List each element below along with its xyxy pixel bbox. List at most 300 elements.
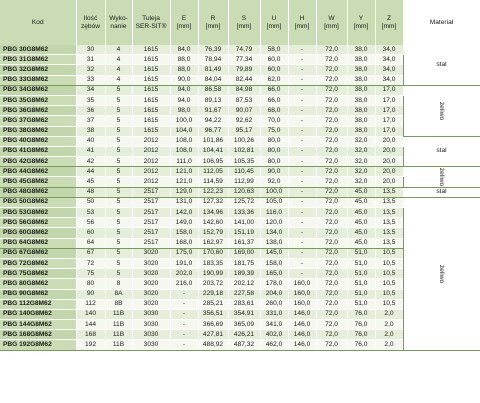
cell-value: 11B <box>105 320 132 330</box>
cell-value: 79,89 <box>228 65 260 75</box>
cell-code: PBG 144G8M62 <box>0 320 76 330</box>
cell-value: 102,81 <box>228 146 260 156</box>
cell-value: - <box>170 299 198 309</box>
cell-value: 168 <box>76 330 105 340</box>
cell-value: 3030 <box>132 340 170 350</box>
cell-value: 3030 <box>132 320 170 330</box>
cell-value: - <box>288 95 316 105</box>
cell-value: 72,0 <box>316 228 347 238</box>
cell-code: PBG 45G8M62 <box>0 177 76 187</box>
cell-value: - <box>288 218 316 228</box>
material-label: stal <box>436 60 447 68</box>
material-label: żeliwo <box>438 101 446 120</box>
cell-value: 138,0 <box>260 238 288 248</box>
cell-value: 80,0 <box>260 146 288 156</box>
cell-code: PBG 44G8M62 <box>0 167 76 177</box>
cell-value: 2012 <box>132 177 170 187</box>
cell-code: PBG 38G8M62 <box>0 126 76 136</box>
cell-value: 202,0 <box>170 269 198 279</box>
cell-code: PBG 35G8M62 <box>0 95 76 105</box>
cell-value: 80,0 <box>260 157 288 167</box>
cell-value: 112 <box>76 299 105 309</box>
cell-value: 84,0 <box>170 45 198 55</box>
cell-value: 5 <box>105 85 132 95</box>
cell-value: 20,0 <box>375 136 403 146</box>
cell-value: 3020 <box>132 289 170 299</box>
cell-value: 34,0 <box>375 55 403 65</box>
cell-value: 72,0 <box>316 177 347 187</box>
cell-value: 2517 <box>132 228 170 238</box>
cell-value: 8 <box>105 279 132 289</box>
cell-value: 192 <box>76 340 105 350</box>
cell-code: PBG 140G8M62 <box>0 309 76 319</box>
cell-value: 72,0 <box>316 320 347 330</box>
cell-value: 66,0 <box>260 85 288 95</box>
cell-value: 120,63 <box>228 187 260 197</box>
cell-value: 45,0 <box>347 208 375 218</box>
cell-value: 13,5 <box>375 208 403 218</box>
cell-value: 151,19 <box>228 228 260 238</box>
cell-value: 76,0 <box>347 309 375 319</box>
material-label: żeliwo <box>438 167 446 187</box>
cell-value: 121,0 <box>170 167 198 177</box>
cell-value: 51,0 <box>347 269 375 279</box>
cell-code: PBG 50G8M62 <box>0 197 76 207</box>
cell-value: 189,39 <box>228 269 260 279</box>
cell-value: 127,32 <box>198 197 228 207</box>
cell-value: 72,0 <box>316 340 347 350</box>
col-header-y: Y [mm] <box>347 0 375 45</box>
cell-value: 2,0 <box>375 309 403 319</box>
cell-code: PBG 30G8M62 <box>0 45 76 55</box>
cell-value: 38,0 <box>347 116 375 126</box>
cell-value: 1615 <box>132 95 170 105</box>
cell-value: 17,0 <box>375 85 403 95</box>
cell-value: 80 <box>76 279 105 289</box>
cell-value: - <box>288 65 316 75</box>
cell-value: 38,0 <box>347 106 375 116</box>
cell-code: PBG 60G8M62 <box>0 228 76 238</box>
cell-value: 3020 <box>132 258 170 268</box>
cell-value: 17,0 <box>375 116 403 126</box>
cell-value: 32,0 <box>347 177 375 187</box>
cell-value: 10,5 <box>375 258 403 268</box>
cell-code: PBG 42G8M62 <box>0 157 76 167</box>
cell-value: 72,0 <box>316 75 347 85</box>
cell-value: 2517 <box>132 218 170 228</box>
cell-value: - <box>288 146 316 156</box>
cell-value: 13,5 <box>375 228 403 238</box>
cell-value: 75 <box>76 269 105 279</box>
cell-value: 5 <box>105 136 132 146</box>
cell-value: 2517 <box>132 208 170 218</box>
cell-value: 178,0 <box>260 279 288 289</box>
cell-value: 427,81 <box>198 330 228 340</box>
table-row <box>0 167 480 177</box>
cell-value: 10,5 <box>375 248 403 258</box>
cell-value: 146,0 <box>288 309 316 319</box>
cell-material <box>403 85 480 136</box>
cell-value: 3020 <box>132 248 170 258</box>
cell-value: 487,32 <box>228 340 260 350</box>
cell-value: 94,22 <box>198 116 228 126</box>
cell-value: 88,0 <box>170 65 198 75</box>
cell-value: 70,0 <box>260 116 288 126</box>
cell-value: 133,36 <box>228 208 260 218</box>
cell-value: 90,0 <box>260 167 288 177</box>
cell-value: 341,0 <box>260 320 288 330</box>
cell-value: 81,49 <box>198 65 228 75</box>
cell-value: 89,13 <box>198 95 228 105</box>
cell-value: 10,5 <box>375 279 403 289</box>
cell-value: 92,62 <box>228 116 260 126</box>
cell-value: 72,0 <box>316 95 347 105</box>
cell-value: 11B <box>105 340 132 350</box>
cell-value: - <box>170 320 198 330</box>
cell-value: 5 <box>105 146 132 156</box>
cell-value: 72,0 <box>316 136 347 146</box>
cell-value: 34 <box>76 85 105 95</box>
cell-material <box>403 136 480 167</box>
cell-code: PBG 75G8M62 <box>0 269 76 279</box>
cell-value: 111,0 <box>170 157 198 167</box>
cell-value: 20,0 <box>375 157 403 167</box>
cell-value: 17,0 <box>375 126 403 136</box>
cell-value: 34,0 <box>375 65 403 75</box>
cell-value: 17,0 <box>375 95 403 105</box>
cell-value: 88,0 <box>170 55 198 65</box>
cell-value: 2517 <box>132 197 170 207</box>
cell-value: 72 <box>76 258 105 268</box>
cell-value: 402,0 <box>260 330 288 340</box>
cell-value: 160,0 <box>288 299 316 309</box>
cell-value: 112,05 <box>198 167 228 177</box>
cell-value: 90,0 <box>170 75 198 85</box>
cell-value: 13,5 <box>375 187 403 197</box>
cell-value: - <box>288 45 316 55</box>
cell-code: PBG 34G8M62 <box>0 85 76 95</box>
cell-value: 10,5 <box>375 289 403 299</box>
cell-value: 426,21 <box>228 330 260 340</box>
cell-value: 104,0 <box>170 126 198 136</box>
cell-value: 64 <box>76 238 105 248</box>
cell-value: 4 <box>105 45 132 55</box>
col-header-r: R [mm] <box>198 0 228 45</box>
cell-value: 38,0 <box>347 126 375 136</box>
cell-value: 2012 <box>132 146 170 156</box>
cell-value: 72,0 <box>316 279 347 289</box>
cell-value: 92,0 <box>260 177 288 187</box>
cell-value: 149,0 <box>170 218 198 228</box>
cell-code: PBG 37G8M62 <box>0 116 76 126</box>
col-header-h: H [mm] <box>288 0 316 45</box>
cell-value: 72,0 <box>316 208 347 218</box>
cell-value: 33 <box>76 75 105 85</box>
cell-value: 67 <box>76 248 105 258</box>
cell-value: 170,60 <box>198 248 228 258</box>
cell-value: 101,86 <box>198 136 228 146</box>
cell-value: - <box>170 309 198 319</box>
col-header-e: E [mm] <box>170 0 198 45</box>
cell-value: 51,0 <box>347 248 375 258</box>
cell-value: 2012 <box>132 167 170 177</box>
cell-value: 35 <box>76 95 105 105</box>
cell-value: 160,0 <box>288 279 316 289</box>
cell-value: - <box>288 238 316 248</box>
cell-value: 2,0 <box>375 340 403 350</box>
cell-value: 140 <box>76 309 105 319</box>
cell-value: 72,0 <box>316 55 347 65</box>
cell-value: 105,35 <box>228 157 260 167</box>
cell-value: 283,61 <box>228 299 260 309</box>
cell-value: 5 <box>105 269 132 279</box>
cell-value: 285,21 <box>198 299 228 309</box>
cell-value: 169,00 <box>228 248 260 258</box>
cell-value: 175,0 <box>170 248 198 258</box>
cell-code: PBG 72G8M62 <box>0 258 76 268</box>
cell-value: - <box>288 258 316 268</box>
cell-value: 32 <box>76 65 105 75</box>
cell-value: 5 <box>105 208 132 218</box>
cell-value: 100,0 <box>170 116 198 126</box>
cell-value: 152,79 <box>198 228 228 238</box>
cell-value: 66,0 <box>260 95 288 105</box>
cell-value: 2012 <box>132 157 170 167</box>
cell-value: 98,0 <box>170 106 198 116</box>
cell-value: 121,0 <box>170 177 198 187</box>
cell-value: 51,0 <box>347 299 375 309</box>
header-row <box>0 0 480 45</box>
cell-value: 45,0 <box>347 197 375 207</box>
cell-value: 5 <box>105 228 132 238</box>
cell-value: 131,0 <box>170 197 198 207</box>
cell-value: 4 <box>105 75 132 85</box>
table-row <box>0 197 480 207</box>
cell-code: PBG 168G8M62 <box>0 330 76 340</box>
cell-material <box>403 45 480 85</box>
cell-value: - <box>288 248 316 258</box>
cell-value: - <box>288 269 316 279</box>
cell-value: 77,34 <box>228 55 260 65</box>
cell-code: PBG 56G8M62 <box>0 218 76 228</box>
cell-value: 84,04 <box>198 75 228 85</box>
cell-value: 114,59 <box>198 177 228 187</box>
cell-value: 2012 <box>132 136 170 146</box>
cell-value: 72,0 <box>316 197 347 207</box>
cell-value: 94,0 <box>170 85 198 95</box>
cell-value: 90,07 <box>228 106 260 116</box>
cell-value: 181,75 <box>228 258 260 268</box>
cell-value: 38,0 <box>347 65 375 75</box>
cell-value: 76,0 <box>347 320 375 330</box>
cell-value: 10,5 <box>375 269 403 279</box>
cell-value: 106,95 <box>198 157 228 167</box>
cell-code: PBG 53G8M62 <box>0 208 76 218</box>
cell-value: 80,0 <box>260 136 288 146</box>
cell-value: 5 <box>105 197 132 207</box>
cell-value: 129,0 <box>170 187 198 197</box>
cell-value: 108,0 <box>170 146 198 156</box>
cell-value: 41 <box>76 146 105 156</box>
cell-code: PBG 33G8M62 <box>0 75 76 85</box>
cell-code: PBG 36G8M62 <box>0 106 76 116</box>
cell-value: - <box>288 55 316 65</box>
cell-value: 227,58 <box>228 289 260 299</box>
cell-value: - <box>288 187 316 197</box>
cell-value: 72,0 <box>316 126 347 136</box>
cell-value: 356,51 <box>198 309 228 319</box>
col-header-version: Wyko- nanie <box>105 0 132 45</box>
cell-value: 125,72 <box>228 197 260 207</box>
cell-value: 76,0 <box>347 330 375 340</box>
cell-value: - <box>288 208 316 218</box>
cell-value: 32,0 <box>347 146 375 156</box>
cell-value: 74,79 <box>228 45 260 55</box>
cell-value: 146,0 <box>288 320 316 330</box>
cell-value: 2517 <box>132 187 170 197</box>
cell-value: 72,0 <box>316 330 347 340</box>
cell-value: 158,0 <box>260 258 288 268</box>
cell-value: 142,0 <box>170 208 198 218</box>
cell-value: 5 <box>105 177 132 187</box>
cell-value: 45 <box>76 177 105 187</box>
cell-value: 72,0 <box>316 258 347 268</box>
cell-value: 72,0 <box>316 157 347 167</box>
cell-value: - <box>288 157 316 167</box>
cell-value: 95,17 <box>228 126 260 136</box>
cell-value: 58,0 <box>260 45 288 55</box>
cell-value: 56 <box>76 218 105 228</box>
cell-value: 75,0 <box>260 126 288 136</box>
table-body <box>0 45 480 350</box>
cell-value: 5 <box>105 167 132 177</box>
cell-value: - <box>288 167 316 177</box>
cell-value: 202,12 <box>228 279 260 289</box>
material-label: stal <box>436 147 447 155</box>
col-header-kod: Kod <box>0 0 76 45</box>
cell-value: 5 <box>105 248 132 258</box>
table-row <box>0 187 480 197</box>
cell-value: 60,0 <box>260 65 288 75</box>
cell-value: 366,69 <box>198 320 228 330</box>
cell-value: 37 <box>76 116 105 126</box>
cell-value: 72,0 <box>316 116 347 126</box>
cell-value: 38,0 <box>347 75 375 85</box>
cell-value: 122,23 <box>198 187 228 197</box>
cell-value: 4 <box>105 55 132 65</box>
cell-value: 1615 <box>132 55 170 65</box>
cell-value: 32,0 <box>347 167 375 177</box>
cell-value: 72,0 <box>316 65 347 75</box>
cell-value: 1615 <box>132 116 170 126</box>
cell-value: 488,92 <box>198 340 228 350</box>
cell-value: - <box>288 126 316 136</box>
cell-value: 17,0 <box>375 106 403 116</box>
cell-value: 13,5 <box>375 218 403 228</box>
cell-value: 90 <box>76 289 105 299</box>
cell-value: 38,0 <box>347 95 375 105</box>
table-row <box>0 85 480 95</box>
cell-value: 365,09 <box>228 320 260 330</box>
cell-value: 10,5 <box>375 299 403 309</box>
cell-value: 96,77 <box>198 126 228 136</box>
cell-value: 8B <box>105 299 132 309</box>
cell-value: 20,0 <box>375 177 403 187</box>
cell-value: 260,0 <box>260 299 288 309</box>
cell-value: 76,39 <box>198 45 228 55</box>
cell-value: 3020 <box>132 299 170 309</box>
cell-value: 5 <box>105 218 132 228</box>
cell-value: 216,0 <box>170 279 198 289</box>
cell-code: PBG 48G8M62 <box>0 187 76 197</box>
cell-value: 72,0 <box>316 248 347 258</box>
cell-code: PBG 112G8M62 <box>0 299 76 309</box>
cell-value: 141,00 <box>228 218 260 228</box>
cell-value: 3020 <box>132 279 170 289</box>
cell-value: 5 <box>105 187 132 197</box>
cell-value: 110,45 <box>228 167 260 177</box>
cell-value: 72,0 <box>316 289 347 299</box>
cell-value: 42 <box>76 157 105 167</box>
cell-code: PBG 64G8M62 <box>0 238 76 248</box>
cell-value: 1615 <box>132 85 170 95</box>
cell-value: 45,0 <box>347 187 375 197</box>
cell-value: - <box>170 340 198 350</box>
cell-value: 462,0 <box>260 340 288 350</box>
cell-value: 1615 <box>132 45 170 55</box>
cell-value: - <box>288 106 316 116</box>
cell-value: 51,0 <box>347 279 375 289</box>
cell-code: PBG 40G8M62 <box>0 136 76 146</box>
cell-value: 76,0 <box>347 340 375 350</box>
cell-value: 45,0 <box>347 218 375 228</box>
cell-value: 72,0 <box>316 85 347 95</box>
cell-value: 112,99 <box>228 177 260 187</box>
cell-value: 51,0 <box>347 289 375 299</box>
cell-value: 38,0 <box>347 45 375 55</box>
cell-value: - <box>288 136 316 146</box>
cell-code: PBG 67G8M62 <box>0 248 76 258</box>
cell-value: 82,44 <box>228 75 260 85</box>
cell-value: 168,0 <box>170 238 198 248</box>
cell-code: PBG 31G8M62 <box>0 55 76 65</box>
cell-value: 5 <box>105 258 132 268</box>
material-label: żeliwo <box>438 264 446 283</box>
cell-value: 32,0 <box>347 157 375 167</box>
col-header-u: U [mm] <box>260 0 288 45</box>
cell-value: 183,35 <box>198 258 228 268</box>
cell-code: PBG 80G8M62 <box>0 279 76 289</box>
cell-value: 53 <box>76 208 105 218</box>
cell-value: 146,0 <box>288 340 316 350</box>
cell-value: 51,0 <box>347 258 375 268</box>
cell-value: 11B <box>105 330 132 340</box>
cell-value: 84,98 <box>228 85 260 95</box>
cell-value: 134,96 <box>198 208 228 218</box>
cell-value: - <box>288 197 316 207</box>
col-header-bushing: Tuleja SER-SIT® <box>132 0 170 45</box>
cell-value: - <box>288 75 316 85</box>
cell-value: 5 <box>105 238 132 248</box>
cell-value: 13,5 <box>375 238 403 248</box>
cell-value: 38,0 <box>347 85 375 95</box>
cell-value: 72,0 <box>316 299 347 309</box>
cell-value: 116,0 <box>260 208 288 218</box>
cell-value: 145,0 <box>260 248 288 258</box>
cell-code: PBG 192G8M62 <box>0 340 76 350</box>
cell-value: 94,0 <box>170 95 198 105</box>
cell-value: 86,58 <box>198 85 228 95</box>
